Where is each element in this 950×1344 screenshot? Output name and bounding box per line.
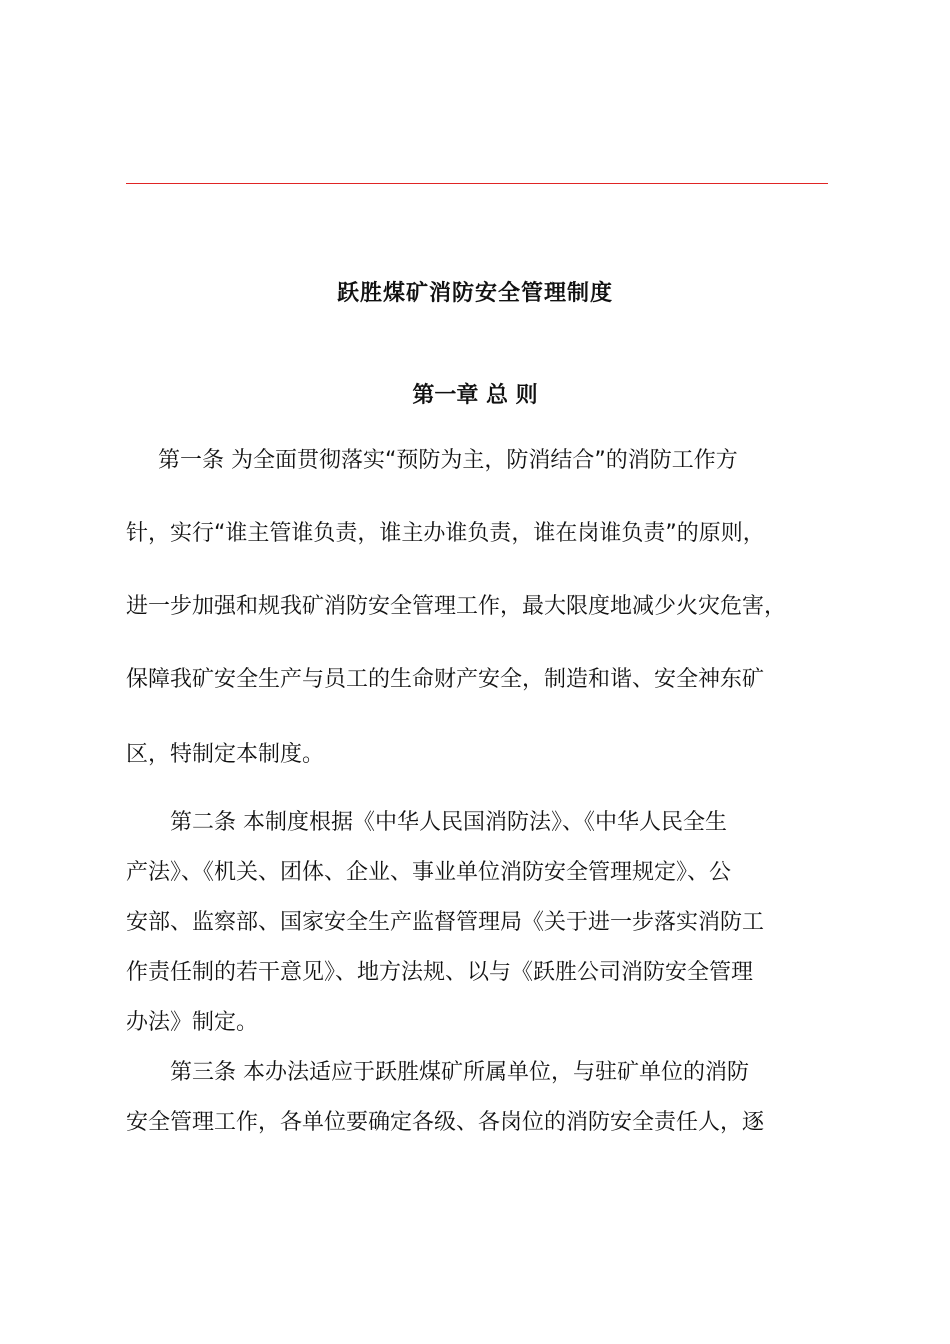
article1-line: 保障我矿安全生产与员工的生命财产安全，制造和谐、安全神东矿 xyxy=(126,667,765,692)
article1-line: 针，实行“谁主管谁负责，谁主办谁负责，谁在岗谁负责”的原则， xyxy=(126,521,765,546)
article1-line: 第一条 为全面贯彻落实“预防为主，防消结合”的消防工作方 xyxy=(158,448,738,473)
article2-line: 产法》、《机关、团体、企业、事业单位消防安全管理规定》、公 xyxy=(126,860,732,885)
document-title: 跃胜煤矿消防安全管理制度 xyxy=(336,281,613,306)
article2-line: 办法》制定。 xyxy=(126,1010,259,1035)
chapter-heading: 第一章 总 则 xyxy=(412,383,538,408)
article1-line: 进一步加强和规我矿消防安全管理工作，最大限度地减少火灾危害， xyxy=(126,594,787,619)
article2-line: 安部、监察部、国家安全生产监督管理局《关于进一步落实消防工 xyxy=(126,910,765,935)
article1-line: 区，特制定本制度。 xyxy=(126,742,325,767)
article3-line: 第三条 本办法适应于跃胜煤矿所属单位，与驻矿单位的消防 xyxy=(170,1060,749,1085)
article3-line: 安全管理工作，各单位要确定各级、各岗位的消防安全责任人，逐 xyxy=(126,1110,765,1135)
header-rule xyxy=(126,183,828,184)
article2-line: 作责任制的若干意见》、地方法规、以与《跃胜公司消防安全管理 xyxy=(126,960,754,985)
article2-line: 第二条 本制度根据《中华人民国消防法》、《中华人民全生 xyxy=(170,810,727,835)
